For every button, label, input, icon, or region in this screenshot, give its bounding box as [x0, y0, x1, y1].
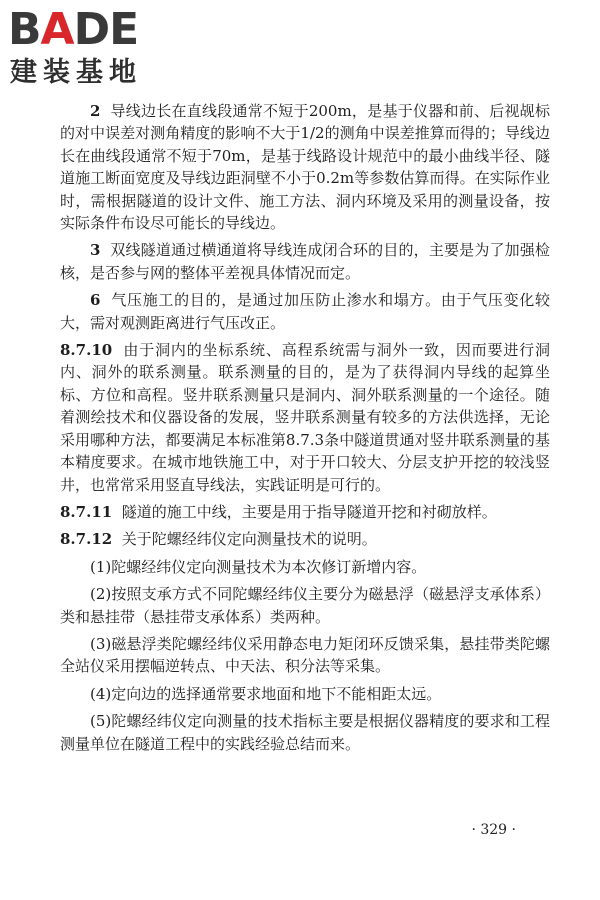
section-8-7-11	[60, 501, 550, 523]
paragraph-text: 双线隧道通过横通道将导线连成闭合环的目的，主要是为了加强检核，是否参与网的整体平差视具体情况而定。	[60, 241, 550, 282]
list-item-3: (3)磁悬浮类陀螺经纬仪采用静态电力矩闭环反馈采集，悬挂带类陀螺全站仪采用摆幅逆转点、中天法、积分法等采集。	[60, 634, 550, 676]
list-item-5: (5)陀螺经纬仪定向测量的技术指标主要是根据仪器精度的要求和工程测量单位在隧道工程中的实践经验总结而来。	[60, 712, 550, 753]
list-item-4: (4)定向边的选择通常要求地面和地下不能相距太远。	[90, 684, 442, 703]
page-number: · 329 ·	[471, 822, 516, 838]
list-item-2: (2)按照支承方式不同陀螺经纬仪主要分为磁悬浮（磁悬浮支承体系）类和悬挂带（悬挂带支承体系）类两种。	[60, 585, 550, 626]
logo-letters-de: DE	[73, 4, 139, 55]
logo-subtitle: 建装基地	[10, 57, 142, 88]
paragraph-text: 气压施工的目的，是通过加压防止渗水和塌方。由于气压变化较大，需对观测距离进行气压改正。	[60, 291, 550, 332]
logo-wordmark	[8, 6, 138, 54]
item-number: 3	[90, 241, 101, 260]
section-number: 8.7.12	[60, 530, 113, 549]
paragraph-text: 由于洞内的坐标系统、高程系统需与洞外一致，因而要进行洞内、洞外的联系测量。联系测量的目的，是为了获得洞内导线的起算坐标、方位和高程。竖井联系测量只是洞内、洞外联系测量的一个途径。随着测绘技术和仪器设备的发展，竖井联系测量有较多的方法供选择，无论采用哪种方法，都要满足本标准第8.7.3条中隧道贯通对竖井联系测量的基本精度要求。在城市地铁施工中，对于开口较大、分层支护开挖的较浅竖井，也常常采用竖直导线法，实践证明是可行的。	[60, 341, 550, 494]
paragraph-text: 关于陀螺经纬仪定向测量技术的说明。	[121, 530, 377, 549]
section-8-7-12	[60, 528, 550, 550]
section-number: 8.7.10	[60, 341, 113, 360]
item-number: 6	[90, 291, 101, 310]
paragraph-item-6	[60, 289, 550, 334]
list-item-1: (1)陀螺经纬仪定向测量技术为本次修订新增内容。	[90, 557, 427, 576]
paragraph-text: 导线边长在直线段通常不短于200m，是基于仪器和前、后视觇标的对中误差对测角精度的影响不大于1/2的测角中误差推算而得的；导线边长在曲线段通常不短于70m，是基于线路设计规范中的最小曲线半径、隧道施工断面宽度及导线边距洞壁不小于0.2m等参数估算而得。在实际作业时，需根据隧道的设计文件、施工方法、洞内环境及采用的测量设备，按实际条件布设尽可能长的导线边。	[60, 102, 551, 233]
logo-letter-b: B	[8, 4, 41, 55]
section-number: 8.7.11	[60, 502, 113, 521]
section-8-7-10	[60, 339, 550, 496]
bade-logo	[8, 6, 178, 90]
paragraph-text: 隧道的施工中线，主要是用于指导隧道开挖和衬砌放样。	[121, 502, 497, 521]
document-body	[60, 100, 550, 760]
paragraph-item-2	[60, 100, 550, 234]
logo-letter-a: A	[40, 4, 74, 55]
item-number: 2	[90, 102, 101, 120]
paragraph-item-3	[60, 239, 550, 284]
